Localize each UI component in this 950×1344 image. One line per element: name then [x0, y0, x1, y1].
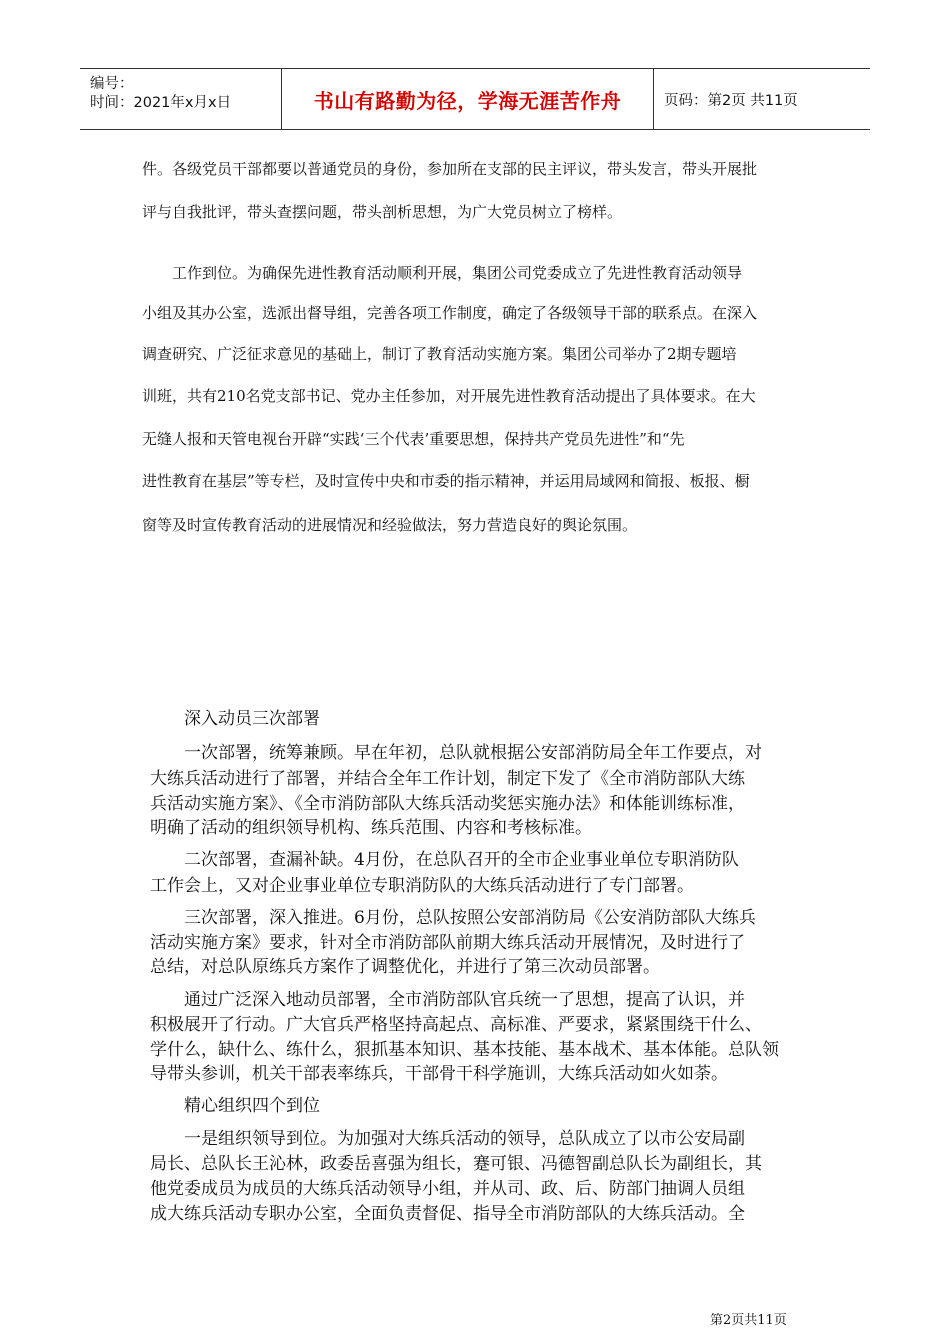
header-motto: 书山有路勤为径，学海无涯苦作舟 — [313, 88, 622, 113]
paragraph-line: 二次部署，查漏补缺。4月份，在总队召开的全市企业事业单位专职消防队 — [150, 850, 739, 870]
paragraph-line: 小组及其办公室，选派出督导组，完善各项工作制度，确定了各级领导干部的联系点。在深入 — [142, 304, 758, 322]
paragraph-line: 进性教育在基层”等专栏，及时宣传中央和市委的指示精神，并运用局域网和简报、板报、橱 — [142, 472, 750, 490]
paragraph-line: 调查研究、广泛征求意见的基础上，制订了教育活动实施方案。集团公司举办了2期专题培 — [142, 345, 737, 363]
paragraph-line: 积极展开了行动。广大官兵严格坚持高起点、高标准、严要求，紧紧围绕干什么、 — [150, 1015, 762, 1035]
paragraph-line: 他党委成员为成员的大练兵活动领导小组，并从司、政、后、防部门抽调人员组 — [150, 1179, 745, 1199]
paragraph-line: 评与自我批评，带头查摆问题，带头剖析思想，为广大党员树立了榜样。 — [142, 203, 623, 221]
header-meta — [80, 69, 282, 129]
paragraph-line: 通过广泛深入地动员部署，全市消防部队官兵统一了思想，提高了认识，并 — [150, 990, 745, 1010]
paragraph-line: 训班，共有210名党支部书记、党办主任参加，对开展先进性教育活动提出了具体要求。在大 — [142, 387, 756, 405]
paragraph-line: 局长、总队长王沁林，政委岳喜强为组长，蹇可银、冯德智副总队长为副组长，其 — [150, 1154, 762, 1174]
paragraph-line: 三次部署，深入推进。6月份，总队按照公安部消防局《公安消防部队大练兵 — [150, 908, 756, 928]
paragraph-line: 一是组织领导到位。为加强对大练兵活动的领导，总队成立了以市公安局副 — [150, 1129, 745, 1149]
paragraph-line: 件。各级党员干部都要以普通党员的身份，参加所在支部的民主评议，带头发言，带头开展批 — [142, 160, 758, 178]
paragraph-line: 成大练兵活动专职办公室，全面负责督促、指导全市消防部队的大练兵活动。全 — [150, 1204, 745, 1224]
section-heading: 深入动员三次部署 — [150, 709, 320, 729]
paragraph-line: 无缝人报和天管电视台开辟“实践‘三个代表’重要思想，保持共产党员先进性”和“先 — [142, 430, 685, 448]
paragraph-line: 兵活动实施方案》、《全市消防部队大练兵活动奖惩实施办法》和体能训练标准， — [150, 794, 745, 814]
paragraph-line: 活动实施方案》要求，针对全市消防部队前期大练兵活动开展情况，及时进行了 — [150, 933, 745, 953]
section-heading: 精心组织四个到位 — [150, 1096, 320, 1116]
paragraph-line: 窗等及时宣传教育活动的进展情况和经验做法，努力营造良好的舆论氛围。 — [142, 516, 638, 534]
paragraph-line: 工作到位。为确保先进性教育活动顺利开展，集团公司党委成立了先进性教育活动领导 — [142, 264, 743, 282]
paragraph-line: 大练兵活动进行了部署，并结合全年工作计划，制定下发了《全市消防部队大练 — [150, 769, 745, 789]
page-header — [80, 68, 870, 130]
header-page-number: 页码：第2页 共11页 — [664, 92, 798, 109]
header-time: 时间：2021年x月x日 — [90, 95, 232, 111]
paragraph-line: 一次部署，统筹兼顾。早在年初，总队就根据公安部消防局全年工作要点，对 — [150, 743, 762, 763]
paragraph-line: 导带头参训，机关干部表率练兵，干部骨干科学施训，大练兵活动如火如荼。 — [150, 1064, 728, 1084]
page-footer: 第2页共11页 — [710, 1313, 787, 1328]
header-motto-cell — [282, 69, 654, 129]
paragraph-line: 总结，对总队原练兵方案作了调整优化，并进行了第三次动员部署。 — [150, 957, 660, 977]
paragraph-line: 工作会上，又对企业事业单位专职消防队的大练兵活动进行了专门部署。 — [150, 876, 694, 896]
paragraph-line: 学什么，缺什么、练什么，狠抓基本知识、基本技能、基本战术、基本体能。总队领 — [150, 1040, 779, 1060]
paragraph-line: 明确了活动的组织领导机构、练兵范围、内容和考核标准。 — [150, 818, 592, 838]
header-number: 编号： — [90, 76, 134, 92]
header-page-cell — [654, 69, 870, 129]
